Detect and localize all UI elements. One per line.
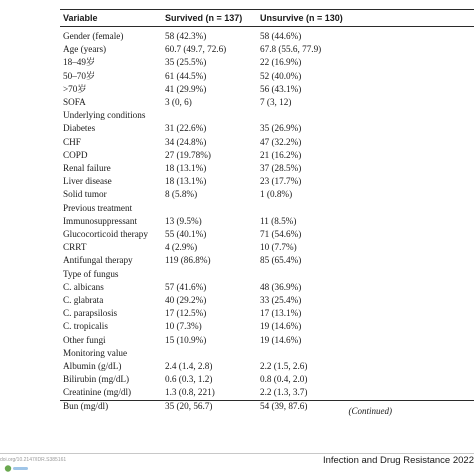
table-cell: 57 (41.6%): [165, 281, 207, 292]
row-label: 18–49岁: [63, 57, 96, 68]
row-label: Previous treatment: [63, 202, 133, 213]
journal-name: Infection and Drug Resistance 2022: [322, 455, 474, 466]
row-label: Immunosuppressant: [63, 215, 138, 226]
table-cell: 48 (36.9%): [260, 281, 302, 292]
table-cell: 3 (0, 6): [165, 97, 192, 107]
table-cell: 119 (86.8%): [165, 255, 211, 266]
table-cell: 54 (39, 87.6): [260, 400, 308, 411]
row-label: Creatinine (mg/dl): [63, 387, 132, 398]
table-cell: 27 (19.78%): [165, 149, 211, 160]
table-cell: 67.8 (55.6, 77.9): [260, 44, 322, 55]
table-cell: 60.7 (49.7, 72.6): [165, 44, 227, 55]
table-cell: 1 (0.8%): [260, 189, 293, 200]
table-cell: 31 (22.6%): [165, 123, 207, 134]
table-row: [0, 83, 474, 96]
row-label: C. albicans: [63, 281, 104, 292]
row-label: Diabetes: [63, 123, 96, 134]
table-cell: 55 (40.1%): [165, 229, 207, 239]
table-cell: 47 (32.2%): [260, 136, 302, 147]
table-cell: 18 (13.1%): [165, 176, 207, 187]
table-cell: 22 (16.9%): [260, 57, 302, 68]
row-label: CHF: [63, 136, 81, 147]
row-label: Albumin (g/dL): [63, 361, 122, 371]
table-cell: 1.3 (0.8, 221): [165, 387, 215, 398]
table-cell: 15 (10.9%): [165, 334, 207, 345]
table-row: [0, 175, 474, 188]
row-label: Monitoring value: [63, 347, 128, 358]
table-cell: 40 (29.2%): [165, 295, 207, 305]
table-row: [0, 294, 474, 307]
table-cell: 2.2 (1.3, 3.7): [260, 387, 308, 398]
table-cell: 37 (28.5%): [260, 163, 302, 173]
table-cell: 71 (54.6%): [260, 229, 302, 239]
table-row: [0, 400, 474, 413]
table-cell: 4 (2.9%): [165, 242, 198, 253]
table-cell: 21 (16.2%): [260, 149, 302, 160]
page-footer: [0, 445, 474, 474]
table-row: [0, 149, 474, 162]
table-row: [0, 334, 474, 347]
table-row: [0, 70, 474, 83]
table-row: [0, 96, 474, 109]
table-cell: 17 (12.5%): [165, 308, 207, 319]
table-cell: 23 (17.7%): [260, 176, 302, 187]
table-row: [0, 228, 474, 241]
header-bottom-rule: [60, 26, 474, 27]
table-header-row: [0, 12, 474, 25]
table-row: [0, 136, 474, 149]
header-top-rule: [60, 9, 474, 10]
table-cell: 2.2 (1.5, 2.6): [260, 361, 308, 371]
row-label: Type of fungus: [63, 268, 119, 279]
table-row: [0, 268, 474, 281]
table-cell: 58 (44.6%): [260, 31, 302, 41]
row-label: COPD: [63, 149, 88, 160]
table-cell: 35 (26.9%): [260, 123, 302, 134]
table-cell: 7 (3, 12): [260, 97, 292, 107]
row-label: C. glabrata: [63, 295, 104, 305]
table-cell: 34 (24.8%): [165, 136, 207, 147]
row-label: Bilirubin (mg/dL): [63, 374, 130, 385]
table-bottom-rule: [60, 400, 474, 401]
table-row: [0, 241, 474, 254]
column-header: Survived (n = 137): [165, 13, 243, 23]
table-row: [0, 122, 474, 135]
row-label: Other fungi: [63, 334, 106, 345]
table-row: [0, 254, 474, 267]
table-cell: 11 (8.5%): [260, 215, 297, 226]
table-cell: 18 (13.1%): [165, 163, 207, 173]
row-label: Renal failure: [63, 163, 111, 173]
table-row: [0, 43, 474, 56]
column-header: Unsurvive (n = 130): [260, 13, 343, 23]
row-label: SOFA: [63, 97, 86, 107]
table-row: [0, 162, 474, 175]
table-cell: 35 (20, 56.7): [165, 400, 213, 411]
table-cell: 10 (7.3%): [165, 321, 202, 332]
table-row: [0, 386, 474, 399]
row-label: Gender (female): [63, 31, 124, 41]
table-row: [0, 320, 474, 333]
doi-text[interactable]: doi.org/10.2147/IDR.S385161: [0, 457, 67, 463]
publisher-logo-icon: [4, 464, 30, 473]
table-cell: 0.8 (0.4, 2.0): [260, 374, 308, 385]
row-label: C. tropicalis: [63, 321, 108, 332]
table-row: [0, 202, 474, 215]
table-row: [0, 281, 474, 294]
row-label: >70岁: [63, 83, 87, 94]
row-label: Glucocorticoid therapy: [63, 229, 148, 239]
table-cell: 2.4 (1.4, 2.8): [165, 361, 213, 371]
table-cell: 41 (29.9%): [165, 83, 207, 94]
table-cell: 0.6 (0.3, 1.2): [165, 374, 213, 385]
table-row: [0, 360, 474, 373]
table-row: [0, 109, 474, 122]
row-label: Underlying conditions: [63, 110, 146, 121]
row-label: Antifungal therapy: [63, 255, 133, 266]
table-row: [0, 307, 474, 320]
column-header: Variable: [63, 13, 98, 23]
row-label: Liver disease: [63, 176, 112, 187]
table-cell: 52 (40.0%): [260, 70, 302, 81]
table-row: [0, 215, 474, 228]
row-label: Solid tumor: [63, 189, 107, 200]
table-cell: 58 (42.3%): [165, 31, 207, 41]
table-row: [0, 347, 474, 360]
row-label: CRRT: [63, 242, 87, 253]
table-cell: 56 (43.1%): [260, 83, 302, 94]
table-cell: 61 (44.5%): [165, 70, 207, 81]
table-cell: 19 (14.6%): [260, 334, 302, 345]
table-row: [0, 188, 474, 201]
table-cell: 33 (25.4%): [260, 295, 302, 305]
table-row: [0, 373, 474, 386]
footer-divider: [0, 453, 474, 454]
row-label: C. parapsilosis: [63, 308, 118, 319]
row-label: Age (years): [63, 44, 107, 55]
row-label: 50–70岁: [63, 70, 96, 81]
table-row: [0, 30, 474, 43]
table-cell: 8 (5.8%): [165, 189, 198, 200]
table-cell: 10 (7.7%): [260, 242, 297, 253]
row-label: Bun (mg/dl): [63, 400, 109, 411]
table-cell: 19 (14.6%): [260, 321, 302, 332]
table-cell: 17 (13.1%): [260, 308, 302, 319]
table-cell: 13 (9.5%): [165, 215, 202, 226]
table-cell: 35 (25.5%): [165, 57, 207, 68]
table-cell: 85 (65.4%): [260, 255, 302, 266]
table-row: [0, 56, 474, 69]
continued-note: (Continued): [348, 406, 392, 416]
